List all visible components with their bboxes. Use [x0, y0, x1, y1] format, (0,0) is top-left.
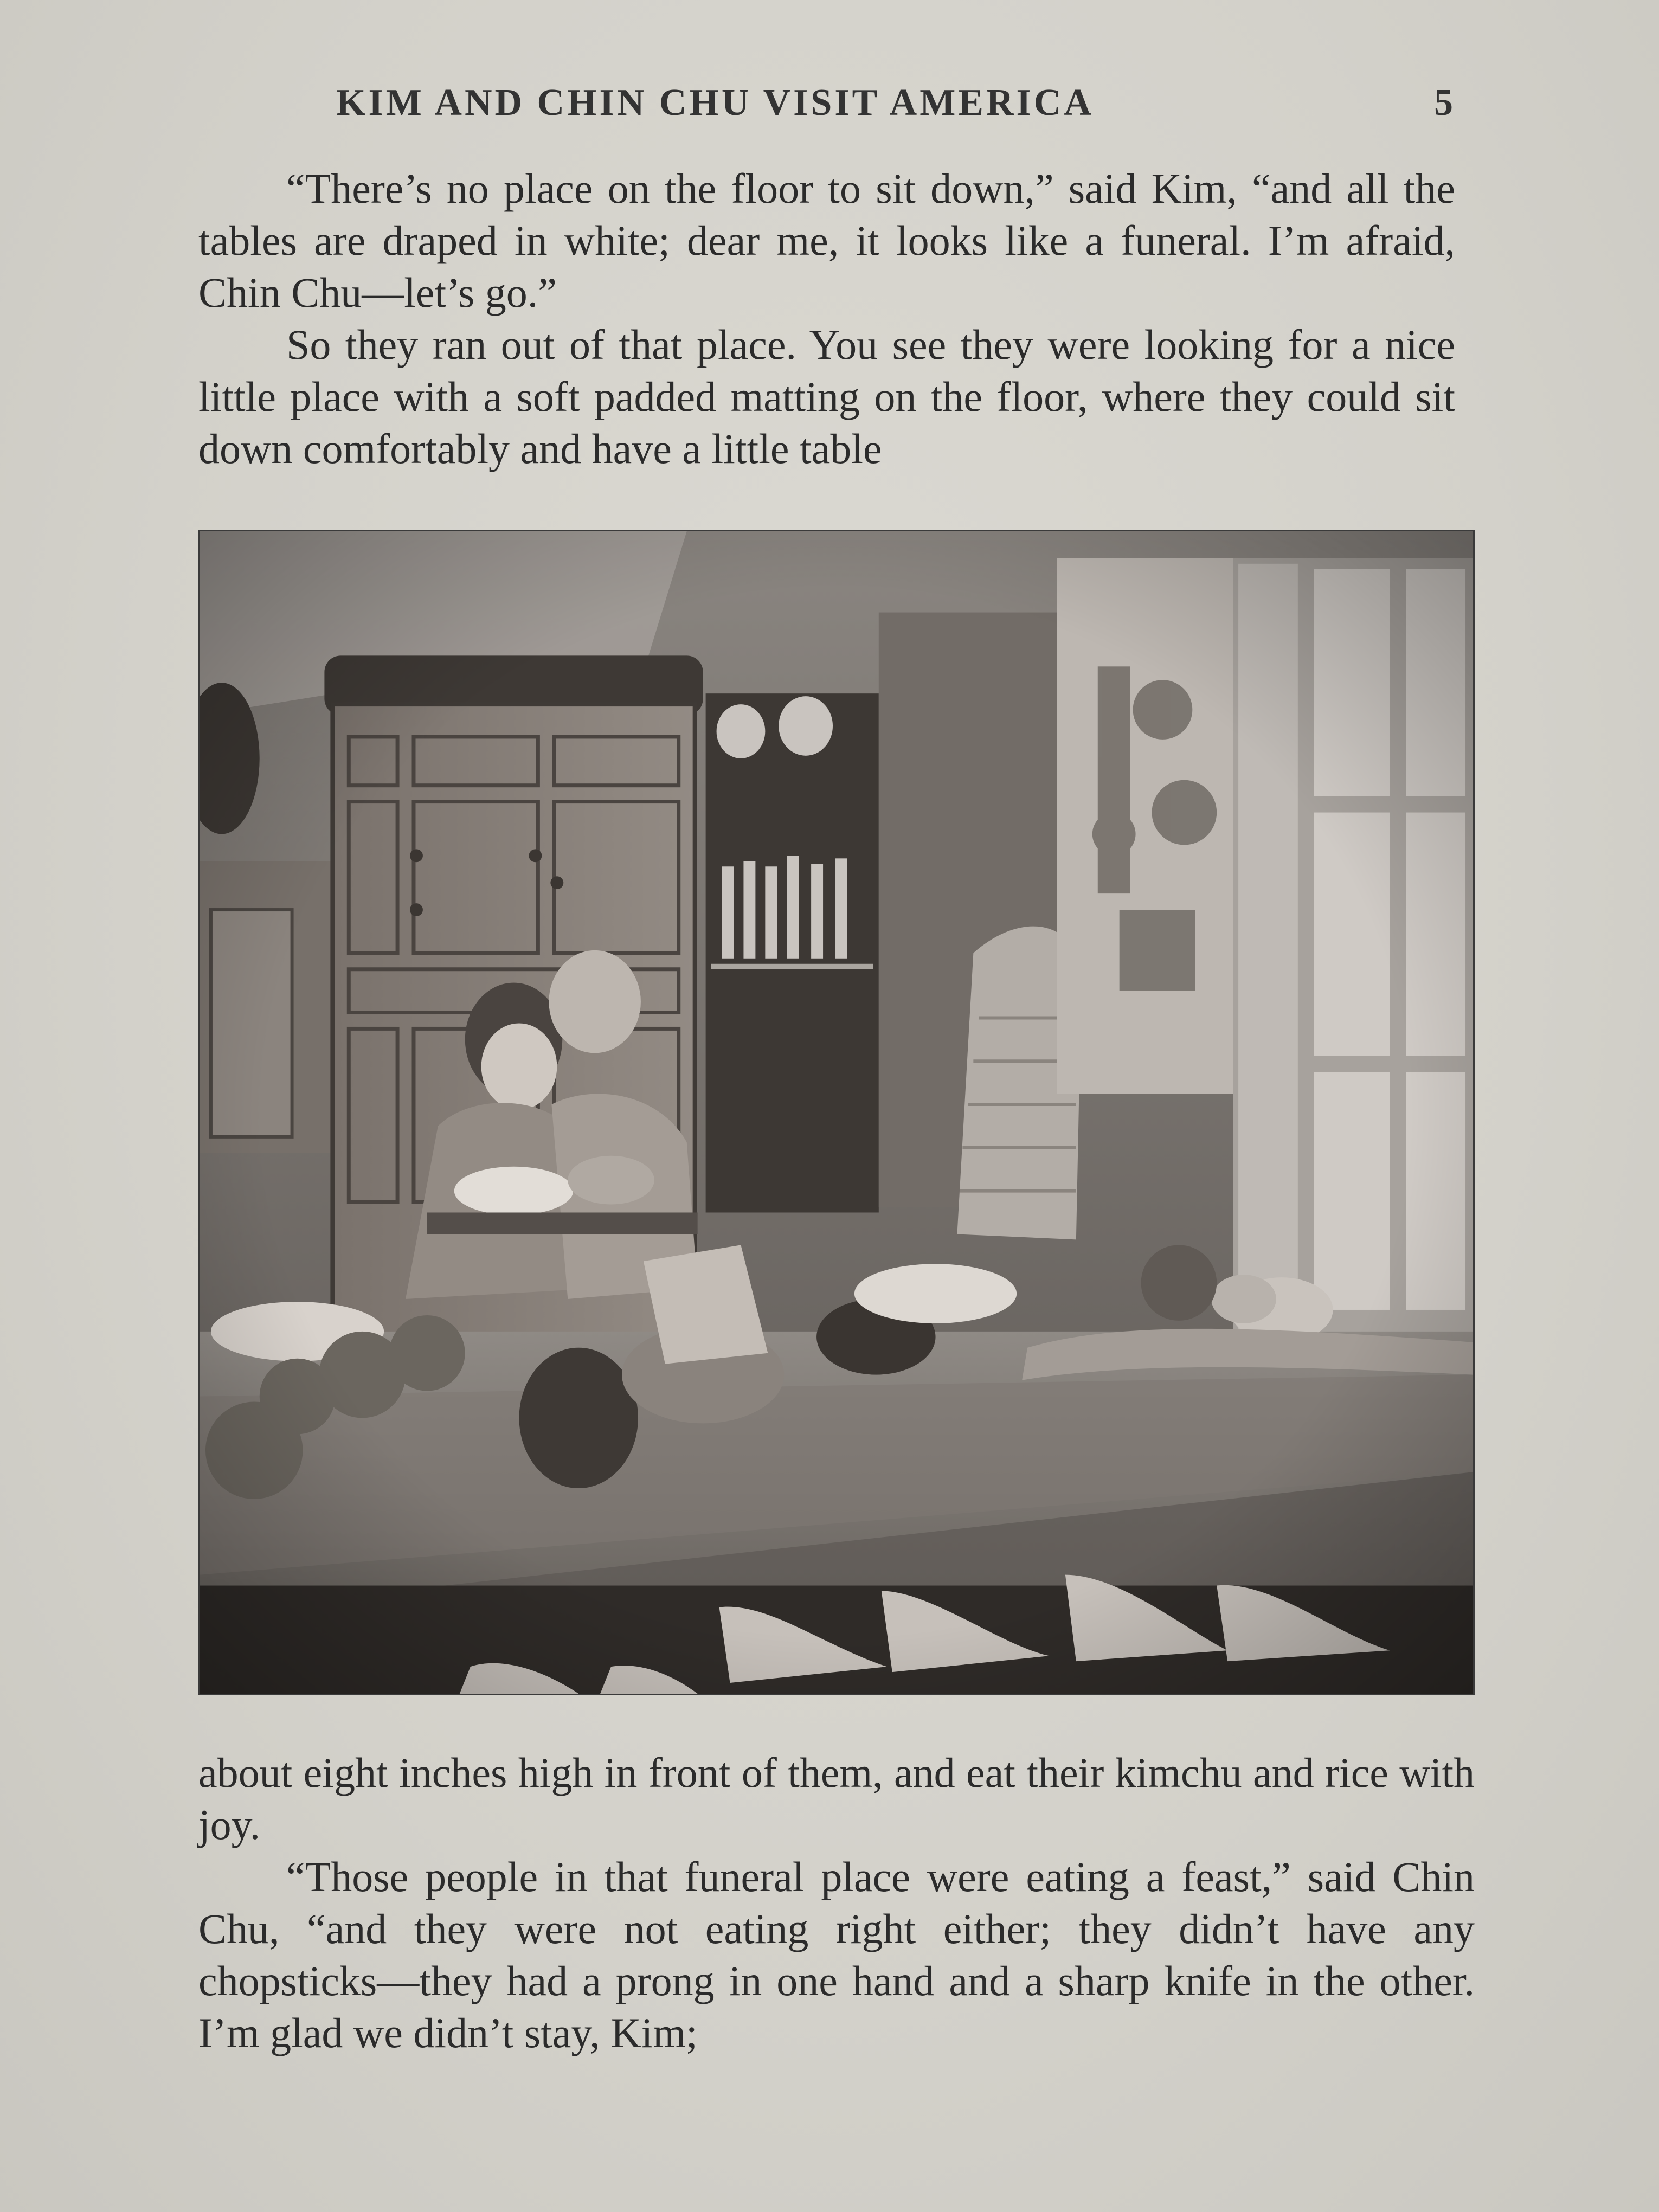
photograph-icon [198, 530, 1475, 1695]
running-head-title: KIM AND CHIN CHU VISIT AMERICA [336, 82, 1094, 124]
running-head [336, 81, 1453, 130]
text-block-bottom [198, 1747, 1475, 2059]
text-block-top [198, 163, 1455, 475]
paragraph: So they ran out of that place. You see they were looking for a nice little place with a soft padded matting on the floor, where they could sit down comfortably and have a little table [198, 321, 1455, 472]
page-number: 5 [1434, 82, 1453, 124]
paragraph: about eight inches high in front of them, and eat their kimchu and rice with joy. [198, 1749, 1475, 1848]
paragraph: “Those people in that funeral place were eating a feast,” said Chin Chu, “and they were not eating right either; they didn’t have any chopsticks—they had a prong in one hand and a sharp knife in the other. I’m glad we didn’t stay, Kim; [198, 1853, 1475, 2056]
photograph-illustration [200, 531, 1473, 1694]
paragraph: “There’s no place on the floor to sit down,” said Kim, “and all the tables are draped in white; dear me, it looks like a funeral. I’m afraid, Chin Chu—let’s go.” [198, 165, 1455, 316]
